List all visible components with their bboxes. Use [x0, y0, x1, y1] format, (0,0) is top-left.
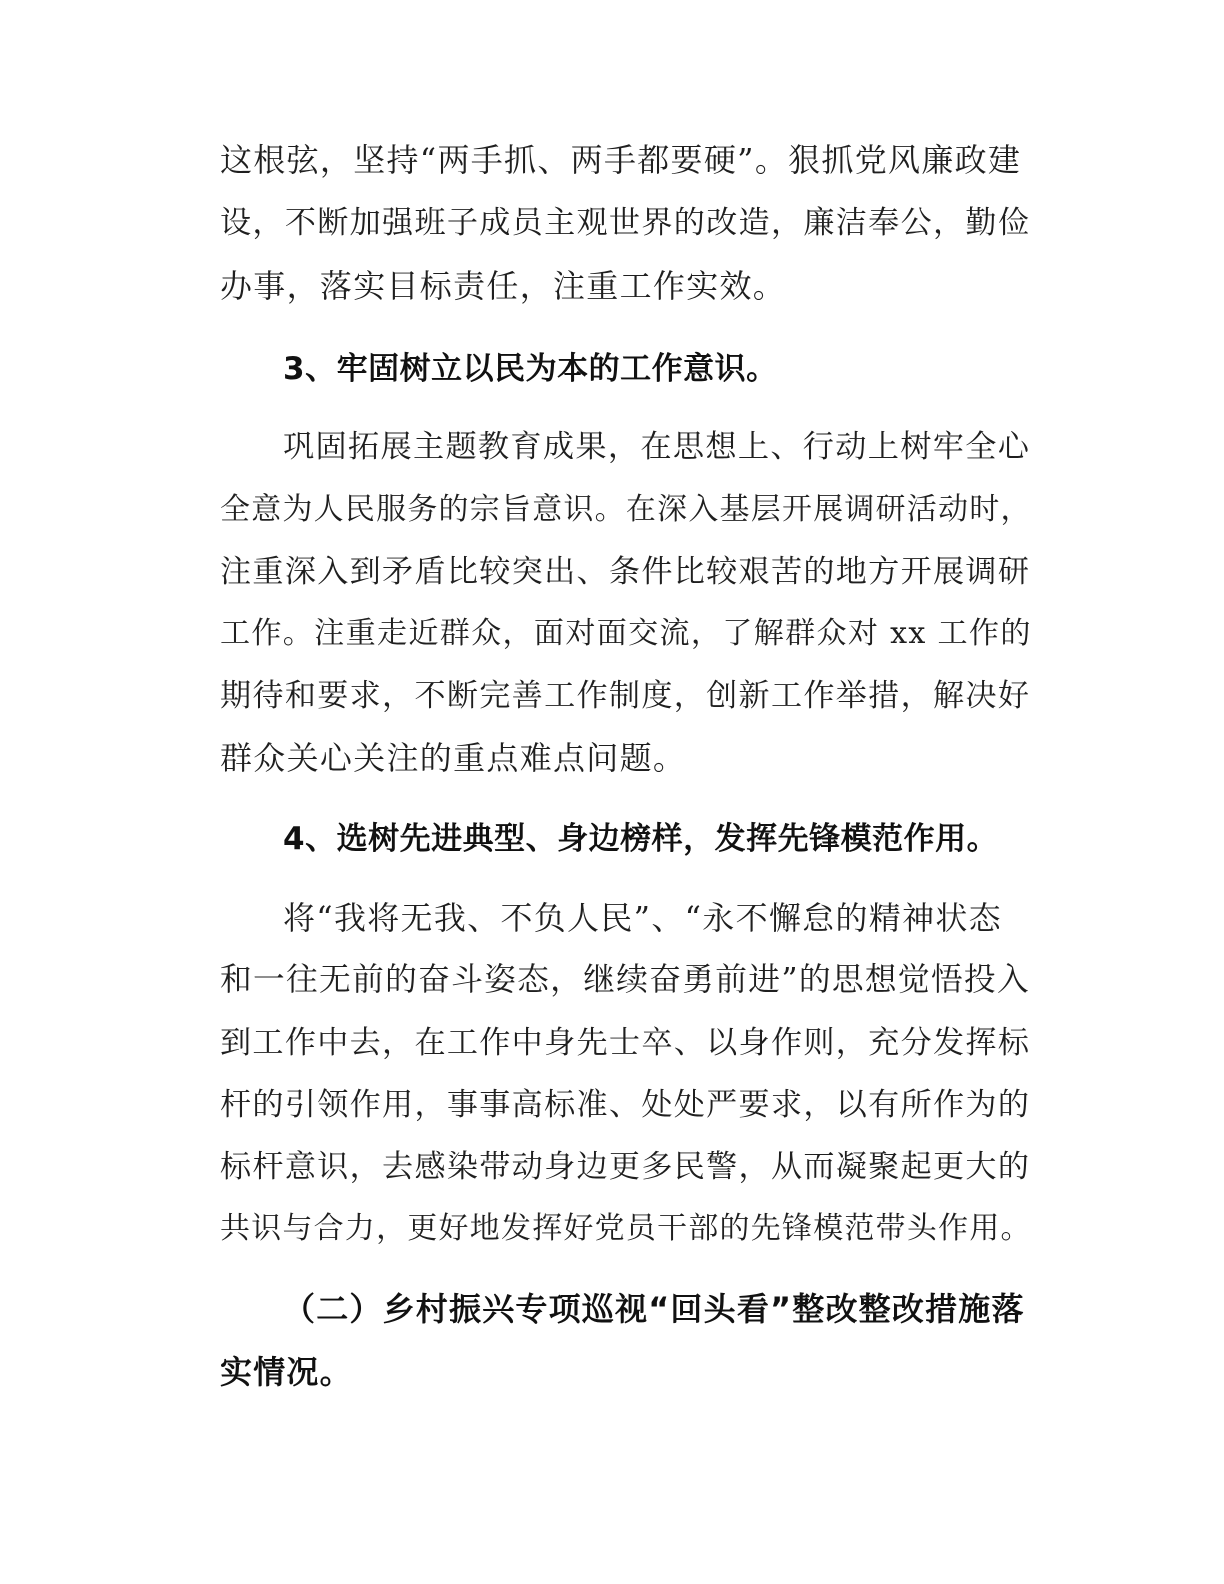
paragraph-line: 这根弦，坚持“两手抓、两手都要硬”。狠抓党风廉政建	[220, 141, 1022, 179]
paragraph-line: 杆的引领作用，事事高标准、处处严要求，以有所作为的	[220, 1087, 1031, 1123]
paragraph-line: 标杆意识，去感染带动身边更多民警，从而凝聚起更大的	[220, 1149, 1031, 1185]
paragraph-line: 将“我将无我、不负人民”、“永不懈怠的精神状态	[283, 899, 1002, 937]
section-heading-two-cont: 实情况。	[220, 1353, 353, 1391]
paragraph-line: 工作。注重走近群众，面对面交流，了解群众对 xx 工作的	[220, 616, 1032, 651]
paragraph-line: 巩固拓展主题教育成果，在思想上、行动上树牢全心	[283, 429, 1031, 465]
section-heading-two: （二）乡村振兴专项巡视“回头看”整改整改措施落	[283, 1290, 1025, 1328]
section-heading-3: 3、牢固树立以民为本的工作意识。	[283, 351, 778, 387]
paragraph-line: 和一往无前的奋斗姿态，继续奋勇前进”的思想觉悟投入	[220, 962, 1030, 998]
paragraph-line: 注重深入到矛盾比较突出、条件比较艰苦的地方开展调研	[220, 554, 1031, 590]
paragraph-line: 期待和要求，不断完善工作制度，创新工作举措，解决好	[220, 678, 1031, 714]
paragraph-line: 群众关心关注的重点难点问题。	[220, 739, 687, 777]
section-heading-4: 4、选树先进典型、身边榜样，发挥先锋模范作用。	[283, 821, 999, 857]
paragraph-line: 设，不断加强班子成员主观世界的改造，廉洁奉公，勤俭	[220, 205, 1031, 241]
paragraph-line: 共识与合力，更好地发挥好党员干部的先锋模范带头作用。	[220, 1211, 1032, 1246]
paragraph-line: 办事，落实目标责任，注重工作实效。	[220, 267, 787, 305]
paragraph-line: 全意为人民服务的宗旨意识。在深入基层开展调研活动时，	[220, 492, 1032, 527]
paragraph-line: 到工作中去，在工作中身先士卒、以身作则，充分发挥标	[220, 1025, 1031, 1061]
